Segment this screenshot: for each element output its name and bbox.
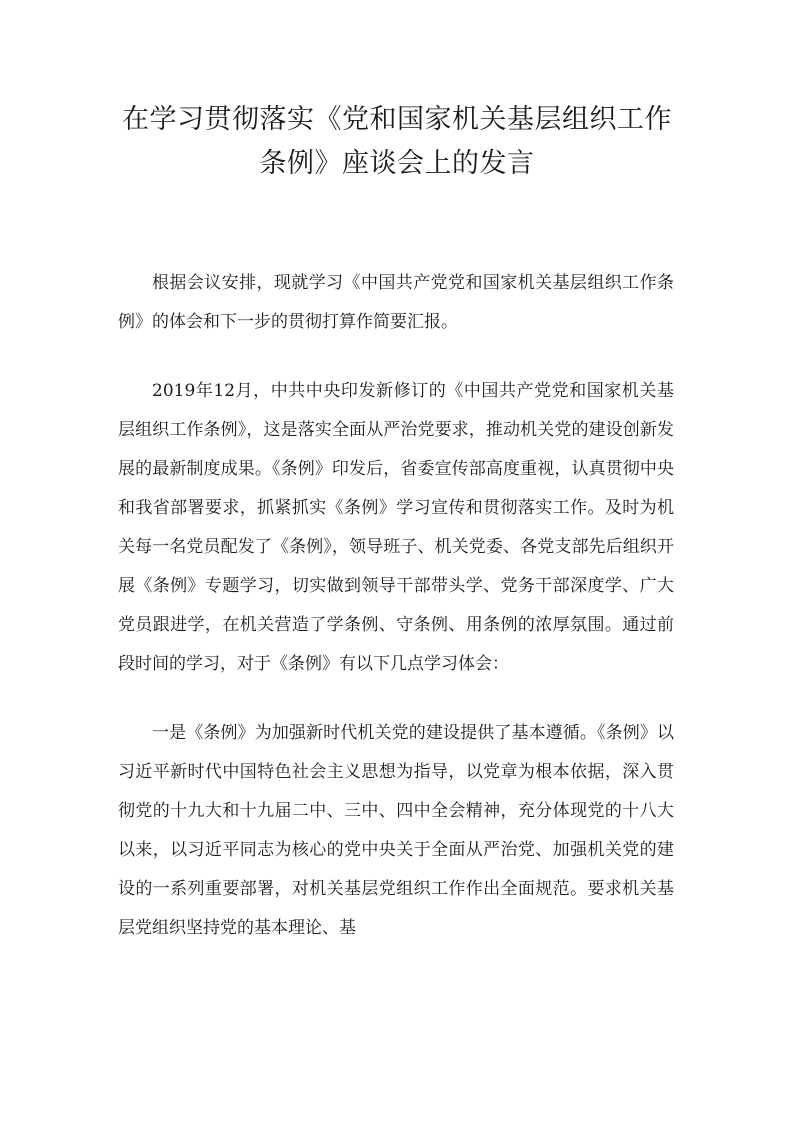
paragraph-background: 2019年12月，中共中央印发新修订的《中国共产党党和国家机关基层组织工作条例》，这是落实全面从严治党要求，推动机关党的建设创新发展的最新制度成果。《条例》印发后，省委宣传部高度重视，认真贯彻中央和我省部署要求，抓紧抓实《条例》学习宣传和贯彻落实工作。及时为机关每一名党员配发了《条例》，领导班子、机关党委、各党支部先后组织开展《条例》专题学习，切实做到领导干部带头学、党务干部深度学、广大党员跟进学，在机关营造了学条例、守条例、用条例的浓厚氛围。通过前段时间的学习，对于《条例》有以下几点学习体会： — [118, 381, 674, 674]
document-body — [118, 264, 674, 948]
paragraph-point-one: 一是《条例》为加强新时代机关党的建设提供了基本遵循。《条例》以习近平新时代中国特色社会主义思想为指导，以党章为根本依据，深入贯彻党的十九大和十九届二中、三中、四中全会精神，充分体现党的十八大以来，以习近平同志为核心的党中央关于全面从严治党、加强机关党的建设的一系列重要部署，对机关基层党组织工作作出全面规范。要求机关基层党组织坚持党的基本理论、基 — [118, 723, 674, 938]
document-title: 在学习贯彻落实《党和国家机关基层组织工作条例》座谈会上的发言 — [122, 104, 672, 179]
paragraph-intro: 根据会议安排，现就学习《中国共产党党和国家机关基层组织工作条例》的体会和下一步的贯彻打算作简要汇报。 — [118, 273, 674, 332]
